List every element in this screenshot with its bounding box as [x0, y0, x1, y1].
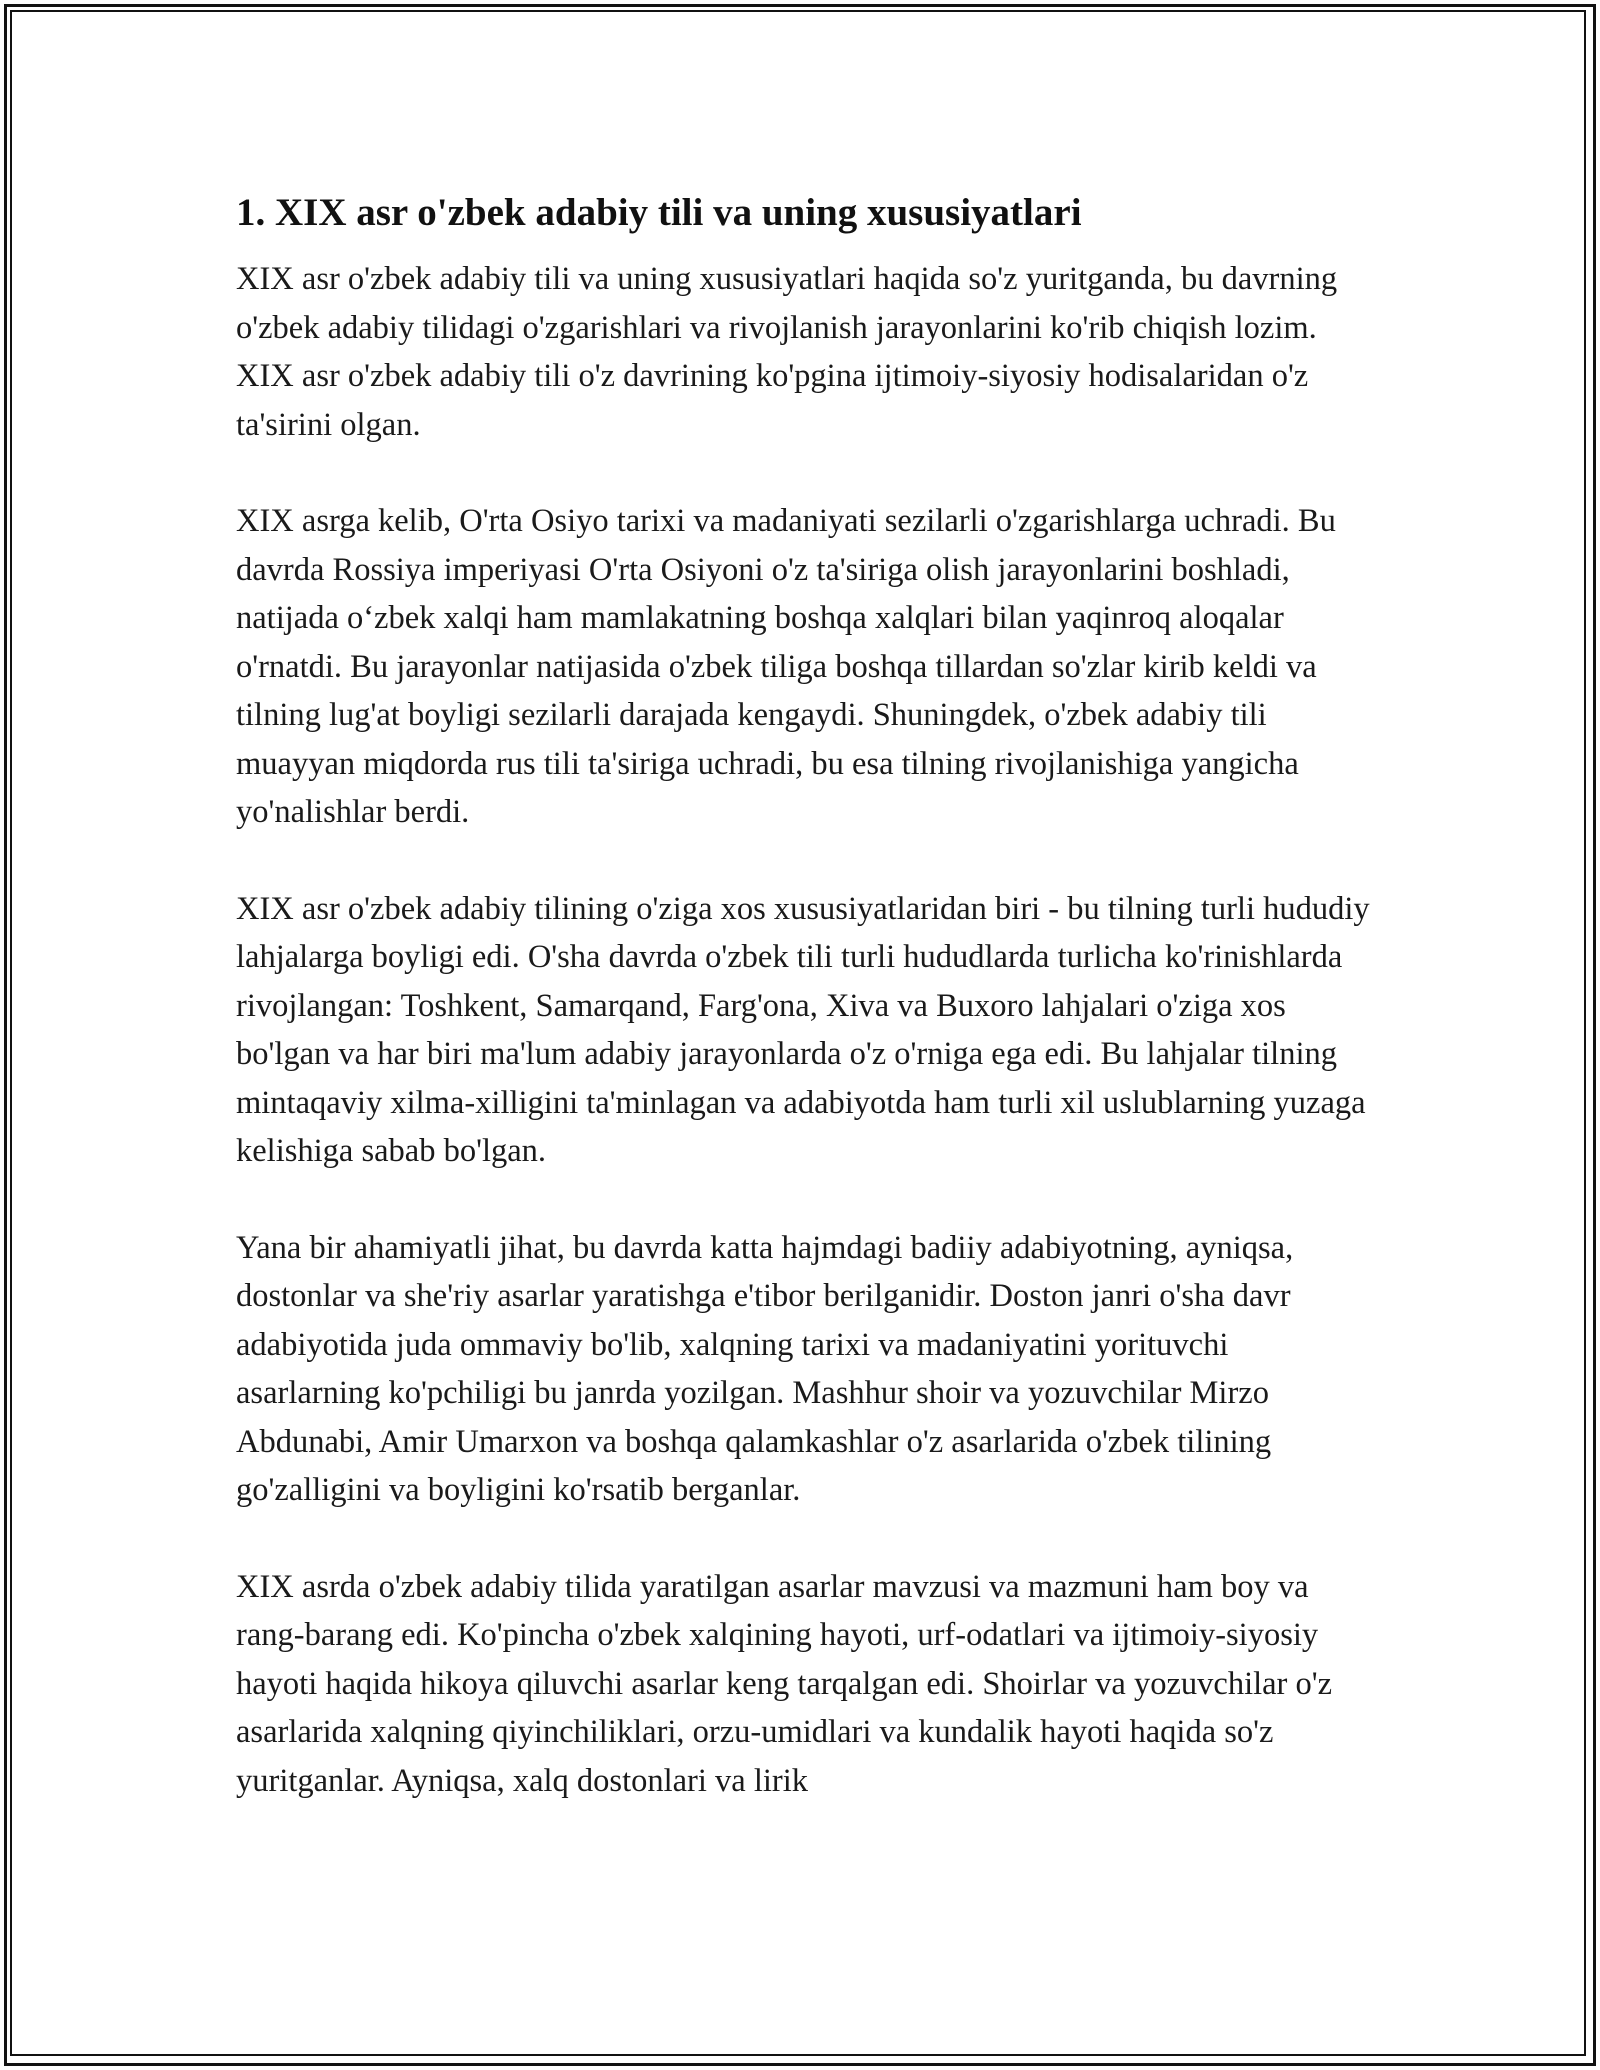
document-body	[236, 185, 1376, 1853]
paragraph-1: XIX asr o'zbek adabiy tili va uning xususiyatlari haqida so'z yuritganda, bu davrning o'zbek adabiy tilidagi o'zgarishlari va rivojlanish jarayonlarini ko'rib chiqish lozim. XIX asr o'zbek adabiy tili o'z davrining ko'pgina ijtimoiy-siyosiy hodisalaridan o'z ta'sirini olgan.	[236, 261, 1338, 443]
paragraph-4: Yana bir ahamiyatli jihat, bu davrda katta hajmdagi badiiy adabiyotning, ayniqsa, dostonlar va she'riy asarlar yaratishga e'tibor berilganidir. Doston janri o'sha davr adabiyotida juda ommaviy bo'lib, xalqning tarixi va madaniyatini yorituvchi asarlarning ko'pchiligi bu janrda yozilgan. Mashhur shoir va yozuvchilar Mirzo Abdunabi, Amir Umarxon va boshqa qalamkashlar o'z asarlarida o'zbek tilining go'zalligini va boyligini ko'rsatib berganlar.	[236, 1229, 1294, 1508]
section-heading: 1. XIX asr o'zbek adabiy tili va uning xususiyatlari	[236, 191, 1082, 234]
paragraph-5: XIX asrda o'zbek adabiy tilida yaratilgan asarlar mavzusi va mazmuni ham boy va rang-barang edi. Ko'pincha o'zbek xalqining hayoti, urf-odatlari va ijtimoiy-siyosiy hayoti haqida hikoya qiluvchi asarlar keng tarqalgan edi. Shoirlar va yozuvchilar o'z asarlarida xalqning qiyinchiliklari, orzu-umidlari va kundalik hayoti haqida so'z yuritganlar. Ayniqsa, xalq dostonlari va lirik	[236, 1568, 1333, 1799]
paragraph-2: XIX asrga kelib, O'rta Osiyo tarixi va madaniyati sezilarli o'zgarishlarga uchradi. Bu davrda Rossiya imperiyasi O'rta Osiyoni o'z ta'siriga olish jarayonlarini boshladi, natijada o‘zbek xalqi ham mamlakatning boshqa xalqlari bilan yaqinroq aloqalar o'rnatdi. Bu jarayonlar natijasida o'zbek tiliga boshqa tillardan so'zlar kirib keldi va tilning lug'at boyligi sezilarli darajada kengaydi. Shuningdek, o'zbek adabiy tili muayyan miqdorda rus tili ta'siriga uchradi, bu esa tilning rivojlanishiga yangicha yo'nalishlar berdi.	[236, 503, 1336, 830]
paragraph-3: XIX asr o'zbek adabiy tilining o'ziga xos xususiyatlaridan biri - bu tilning turli hududiy lahjalarga boyligi edi. O'sha davrda o'zbek tili turli hududlarda turlicha ko'rinishlarda rivojlangan: Toshkent, Samarqand, Farg'ona, Xiva va Buxoro lahjalari o'ziga xos bo'lgan va har biri ma'lum adabiy jarayonlarda o'z o'rniga ega edi. Bu lahjalar tilning mintaqaviy xilma-xilligini ta'minlagan va adabiyotda ham turli xil uslublarning yuzaga kelishiga sabab bo'lgan.	[236, 890, 1370, 1169]
